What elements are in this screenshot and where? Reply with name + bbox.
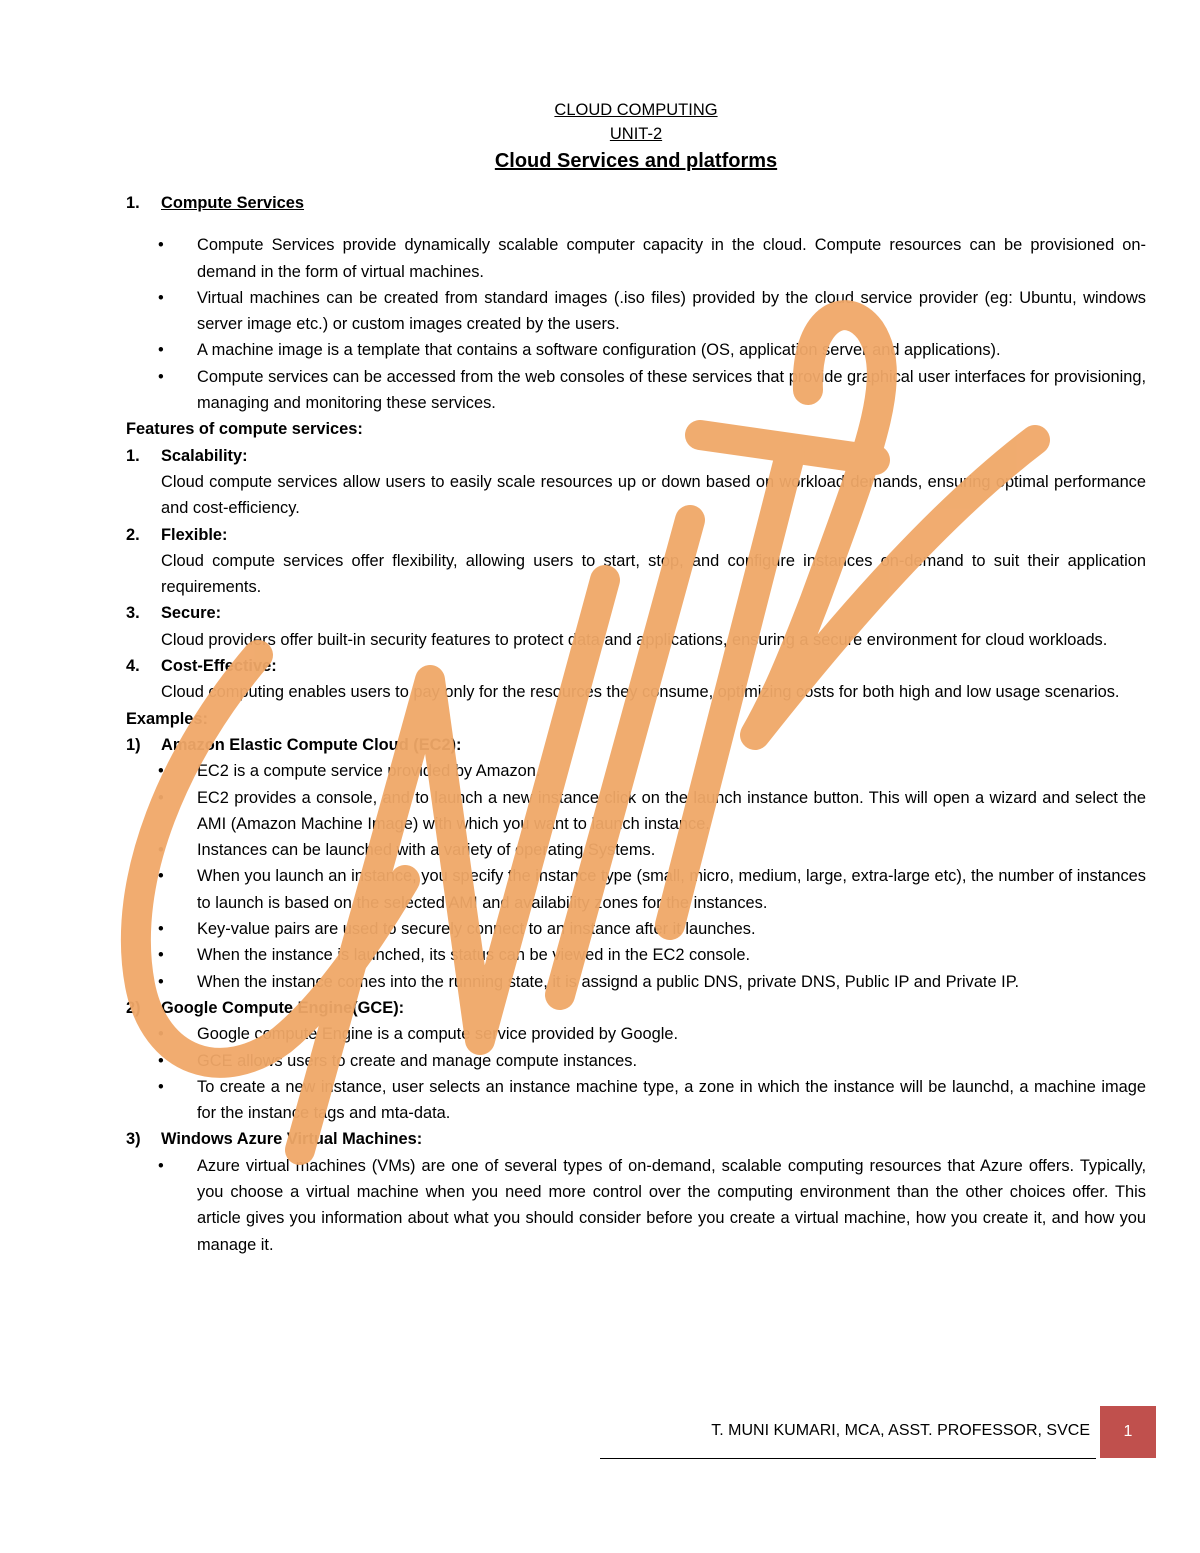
- bullet-icon: •: [158, 920, 164, 939]
- feature-title: Scalability:: [161, 446, 248, 465]
- bullet-icon: •: [158, 788, 164, 807]
- bullet-icon: •: [158, 236, 164, 255]
- feature-item: 2. Flexible: Cloud compute services offer flexibility, allowing users to start, stop, and configure instances on-demand to suit their application requirements.: [126, 522, 1146, 601]
- list-item: • A machine image is a template that contains a software configuration (OS, application server and applications).: [126, 337, 1146, 363]
- bullet-icon: •: [158, 762, 164, 781]
- azure-bullet-list: [126, 1153, 1146, 1258]
- list-item: • GCE allows users to create and manage compute instances.: [126, 1048, 1146, 1074]
- page-content: [126, 98, 1146, 1258]
- bullet-icon: •: [158, 972, 164, 991]
- bullet-icon: •: [158, 1051, 164, 1070]
- page-number-badge: [1100, 1406, 1156, 1458]
- page-number: 1: [1123, 1423, 1133, 1440]
- list-item: • Azure virtual machines (VMs) are one of several types of on-demand, scalable computing resources that Azure offers. Typically, you choose a virtual machine when you need more control over the computing environment than the other choices offer. This article gives you information about what you should consider before you create a virtual machine, how you create it, and how you manage it.: [126, 1153, 1146, 1258]
- example-heading-azure: 3) Windows Azure Virtual Machines:: [126, 1130, 423, 1149]
- footer-author: T. MUNI KUMARI, MCA, ASST. PROFESSOR, SVCE: [711, 1422, 1090, 1439]
- features-heading: Features of compute services:: [126, 420, 363, 439]
- unit-title: UNIT-2: [609, 125, 663, 143]
- bullet-icon: •: [158, 867, 164, 886]
- feature-title: Cost-Effective:: [161, 657, 277, 676]
- list-item: • Compute Services provide dynamically scalable computer capacity in the cloud. Compute resources can be provisioned on-demand in the form of virtual machines.: [126, 232, 1146, 285]
- bullet-icon: •: [158, 367, 164, 386]
- bullet-icon: •: [158, 841, 164, 860]
- bullet-icon: •: [158, 1156, 164, 1175]
- bullet-icon: •: [158, 1025, 164, 1044]
- list-item: • Compute services can be accessed from the web consoles of these services that provide graphical user interfaces for provisioning, managing and monitoring these services.: [126, 364, 1146, 417]
- features-list: [126, 443, 1146, 706]
- feature-title: Flexible:: [161, 525, 228, 544]
- feature-item: 3. Secure: Cloud providers offer built-in security features to protect data and applications, ensuring a secure environment for cloud workloads.: [126, 600, 1146, 653]
- feature-description: Cloud computing enables users to pay only for the resources they consume, optimizing costs for both high and low usage scenarios.: [161, 683, 1120, 702]
- section-heading: [126, 190, 1146, 216]
- list-item: • Virtual machines can be created from standard images (.iso files) provided by the cloud service provider (eg: Ubuntu, windows server image etc.) or custom images created by the users.: [126, 285, 1146, 338]
- course-title: CLOUD COMPUTING: [554, 101, 718, 119]
- feature-description: Cloud compute services allow users to easily scale resources up or down based on workload demands, ensuring optimal performance and cost-efficiency.: [161, 472, 1146, 518]
- example-heading-gce: 2) Google Compute Engine(GCE):: [126, 998, 405, 1017]
- intro-bullet-list: [126, 232, 1146, 416]
- list-item: • To create a new instance, user selects an instance machine type, a zone in which the instance will be launchd, a machine image for the instance tags and mta-data.: [126, 1074, 1146, 1127]
- bullet-icon: •: [158, 946, 164, 965]
- bullet-icon: •: [158, 288, 164, 307]
- list-item: • EC2 is a compute service provided by Amazon.: [126, 758, 1146, 784]
- footer: [600, 1406, 1096, 1459]
- feature-title: Secure:: [161, 604, 222, 623]
- feature-description: Cloud compute services offer flexibility, allowing users to start, stop, and configure instances on-demand to suit their application requirements.: [161, 551, 1146, 597]
- feature-description: Cloud providers offer built-in security features to protect data and applications, ensuring a secure environment for cloud workloads.: [161, 630, 1108, 649]
- gce-bullet-list: [126, 1021, 1146, 1126]
- section-number: 1.: [126, 194, 140, 212]
- list-item: • When the instance is launched, its status can be viewed in the EC2 console.: [126, 942, 1146, 968]
- examples-heading: Examples:: [126, 709, 208, 728]
- bullet-icon: •: [158, 1077, 164, 1096]
- feature-item: 4. Cost-Effective: Cloud computing enables users to pay only for the resources they consume, optimizing costs for both high and low usage scenarios.: [126, 653, 1146, 706]
- section-title: Compute Services: [161, 194, 305, 212]
- page-title: Cloud Services and platforms: [494, 150, 778, 172]
- list-item: • Instances can be launched with a variety of operating Systems.: [126, 837, 1146, 863]
- list-item: • When the instance comes into the running state, it is assignd a public DNS, private DNS, Public IP and Private IP.: [126, 969, 1146, 995]
- list-item: • EC2 provides a console, and to launch a new instance click on the launch instance button. This will open a wizard and select the AMI (Amazon Machine Image) with which you want to launch instance.: [126, 785, 1146, 838]
- list-item: • Key-value pairs are used to securely connect to an instance after it launches.: [126, 916, 1146, 942]
- example-heading-ec2: 1) Amazon Elastic Compute Cloud (EC2):: [126, 735, 462, 754]
- list-item: • When you launch an instance, you specify the instance type (small, micro, medium, large, extra-large etc), the number of instances to launch is based on the selected AMI and availability zones for the instances.: [126, 863, 1146, 916]
- list-item: • Google compute Engine is a compute service provided by Google.: [126, 1021, 1146, 1047]
- ec2-bullet-list: [126, 758, 1146, 995]
- bullet-icon: •: [158, 341, 164, 360]
- feature-item: 1. Scalability: Cloud compute services allow users to easily scale resources up or down based on workload demands, ensuring optimal performance and cost-efficiency.: [126, 443, 1146, 522]
